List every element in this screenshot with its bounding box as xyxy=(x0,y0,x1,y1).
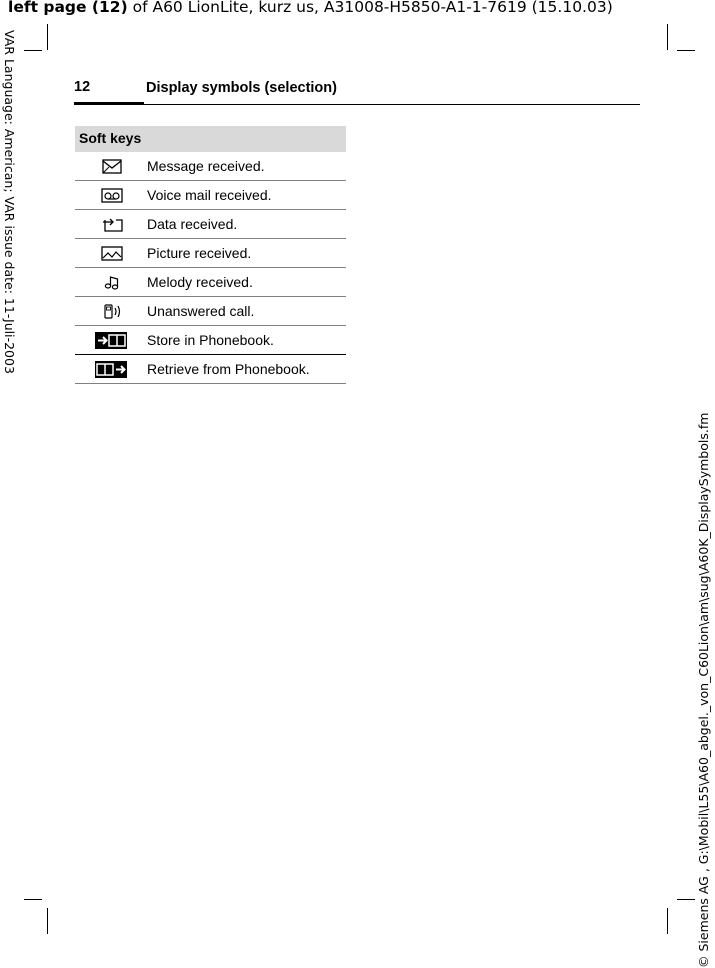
header-page-ref: left page (12) xyxy=(8,0,128,16)
header-doc-info: of A60 LionLite, kurz us, A31008-H5850-A1-1-7619 (15.10.03) xyxy=(127,0,613,16)
row-text: Store in Phonebook. xyxy=(147,332,274,348)
crop-mark xyxy=(24,50,42,51)
retrieve-phonebook-icon xyxy=(95,361,127,378)
voicemail-icon xyxy=(95,187,127,204)
crop-mark xyxy=(24,899,42,900)
file-path: © Siemens AG , G:\Mobil\L55\A60_abgel._von_C60Lion\am\sug\A60K_DisplaySymbols.fm xyxy=(696,412,711,968)
row-text: Unanswered call. xyxy=(147,303,255,319)
melody-icon xyxy=(95,274,127,291)
soft-keys-table xyxy=(75,126,346,384)
table-row xyxy=(75,239,346,268)
crop-mark xyxy=(677,50,695,51)
row-text: Retrieve from Phonebook. xyxy=(147,361,310,377)
row-text: Voice mail received. xyxy=(147,187,272,203)
store-phonebook-icon xyxy=(95,332,127,349)
document-header xyxy=(8,0,613,16)
table-row xyxy=(75,326,346,355)
crop-mark xyxy=(667,24,668,50)
crop-mark xyxy=(677,899,695,900)
row-text: Picture received. xyxy=(147,245,252,261)
table-row xyxy=(75,181,346,210)
row-text: Message received. xyxy=(147,158,265,174)
data-icon xyxy=(95,216,127,233)
header-rule xyxy=(144,104,640,105)
table-row xyxy=(75,210,346,239)
row-text: Data received. xyxy=(147,216,238,232)
left-margin-note xyxy=(1,30,17,380)
table-row xyxy=(75,152,346,181)
crop-mark xyxy=(47,24,48,50)
table-heading: Soft keys xyxy=(75,126,346,152)
crop-mark xyxy=(47,908,48,934)
picture-icon xyxy=(95,245,127,262)
table-row xyxy=(75,355,346,384)
message-icon xyxy=(95,158,127,175)
page-number: 12 xyxy=(74,79,91,95)
table-row xyxy=(75,268,346,297)
crop-mark xyxy=(667,908,668,934)
row-text: Melody received. xyxy=(147,274,253,290)
page-title: Display symbols (selection) xyxy=(146,80,337,96)
language-issue-date: VAR Language: American; VAR issue date: 11-Juli-2003 xyxy=(2,30,17,374)
header-rule-thick xyxy=(74,102,144,105)
right-margin-note xyxy=(697,400,715,968)
table-row xyxy=(75,297,346,326)
unanswered-call-icon xyxy=(95,303,127,320)
